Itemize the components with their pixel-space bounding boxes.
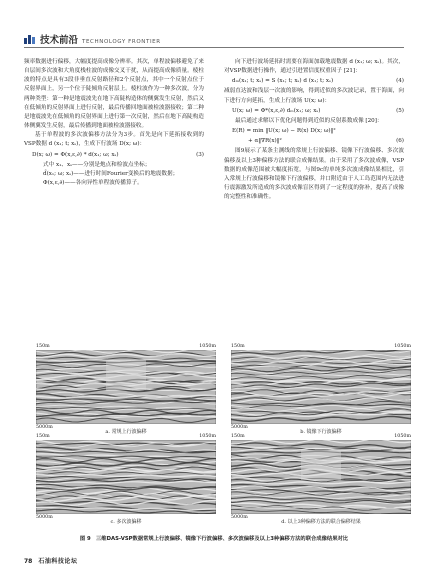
left-paragraph-2: 基于单程波的多次波偏移方法分为3步。首先是向下延拓接收到的VSP数据 d (x₁; t; xₛ)，生成下行波场 D(x; ω)：: [24, 132, 204, 148]
equation-6a: [224, 127, 404, 136]
header-rule: [24, 47, 404, 48]
equation-5: [224, 107, 404, 116]
panel-c-bottom-left-label: 5000m: [36, 515, 53, 520]
left-paragraph-1: 频率数据进行偏移，大幅度提高成像分辨率。其次，单程波偏移避免了来自层间多次波和大角度栈柱波的成像交叉干扰，从而提高成像质量。棱柱波的特点是具有3段非垂直反射路径和2个反射点，其中一个反射点位于反射界面上，另一个位于陡倾角反射层上。棱柱波作为一种多次波，分为两种类型：第一种是地震波先在地下高陡构造体的侧翼发生反射，然后又在低倾角的反射界面上进行反射，最后传播回地面被检波器接收；第二种是地震波先在低倾角的反射界面上进行第一次反射，然后在地下高陡构造体侧翼发生反射，最后传播到地面被检波器接收。: [24, 59, 204, 130]
panel-a-top-left-label: 150m: [36, 344, 50, 349]
equation-3-body: D(x; ω) = Φ(x,ε,∂) * d(x₁; ω; xₛ): [32, 151, 119, 158]
page-header: [0, 0, 427, 52]
figure-9: [24, 344, 411, 536]
equation-4: [224, 77, 404, 86]
term-def-1: d̃(x₁; ω; xₛ)——进行时间Fourier变换后的地震数据；: [43, 170, 179, 177]
figure-caption: 图 9 三维DAS-VSP数据常规上行波偏移、镜像下行波偏移、多次波偏移及以上3种偏移方法的联合成像结果对比: [79, 536, 349, 542]
panel-c-seismic-image: [36, 440, 216, 514]
right-paragraph-2: 减弱直达波和浅层一次波的影响，得到近似的多次波记录，置于海面，向下进行方向延拓，生成上行波场 U(x; ω)：: [224, 88, 404, 104]
figure-panel-c: [36, 434, 216, 520]
panel-b-bottom-left-label: 5000m: [231, 425, 248, 430]
panel-d-seismic-image: [231, 440, 411, 514]
section-title-cn: 技术前沿: [40, 35, 79, 46]
equation-3-number: (3): [196, 151, 204, 158]
page-footer: [24, 556, 77, 565]
panel-c-top-left-label: 150m: [36, 434, 50, 439]
equation-4-number: (4): [396, 78, 404, 85]
equation-4-body: dₘ(x₁; t; xₛ) = S (x₁; t; xₛ) d (x₁; t; xₛ): [232, 78, 334, 85]
section-title-en: TECHNOLOGY FRONTIER: [82, 39, 161, 45]
figure-panel-d: [231, 434, 411, 520]
equation-3: [24, 151, 204, 160]
panel-d-top-right-label: 1050m: [394, 434, 411, 439]
panel-b-top-left-label: 150m: [231, 344, 245, 349]
equation-5-body: U(x; ω) = Φ*(x,ε,∂) dₘ(x₁; ω; xₛ): [232, 107, 321, 114]
equation-6a-body: E(R) = min ‖U(x; ω) − R(x) D(x; ω)‖²: [232, 128, 336, 135]
page-number: 78: [24, 558, 33, 565]
panel-c-top-right-label: 1050m: [199, 434, 216, 439]
figure-panel-b: [231, 344, 411, 430]
equation-6b: [224, 137, 404, 146]
panel-b-top-right-label: 1050m: [394, 344, 411, 349]
term-where: 式中 x₁、xₛ——分别是炮点和检波点坐标；: [43, 161, 151, 168]
equation-5-number: (5): [396, 107, 404, 114]
section-title: [40, 32, 161, 46]
panel-b-seismic-image: [231, 350, 411, 424]
journal-name: 石油科技论坛: [38, 558, 78, 565]
right-paragraph-3: 最后通过求解以下优化问题得到近似的反射系数成像 [20]：: [235, 117, 383, 124]
right-column: [224, 58, 404, 202]
panel-d-caption: d. 以上3种偏移方法的联合偏移结果: [281, 519, 361, 525]
panel-a-caption: a. 常规上行波偏移: [105, 429, 147, 435]
equation-6b-body: + α‖∇R(x)‖²: [248, 138, 282, 145]
panel-a-top-right-label: 1050m: [199, 344, 216, 349]
panel-d-bottom-left-label: 5000m: [231, 515, 248, 520]
equation-6-number: (6): [396, 138, 404, 145]
panel-c-caption: c. 多次波偏移: [110, 519, 142, 525]
left-column: [24, 58, 204, 188]
panel-d-top-left-label: 150m: [231, 434, 245, 439]
term-def-2: Φ(x,ε,∂)——各向异性单程波传播算子。: [43, 180, 143, 187]
panel-a-seismic-image: [36, 350, 216, 424]
panel-a-bottom-left-label: 5000m: [36, 425, 53, 430]
figure-panel-a: [36, 344, 216, 430]
right-paragraph-1: 向下进行波场延拓时需要在海面加载地震数据 d (x₁; ω; xₛ)。其次，对VSP数据进行操作，通过引进置信度权重因子 [21]：: [224, 59, 404, 75]
right-paragraph-4: 图9展示了某条主测线的常规上行波偏移、镜像下行波偏移、多次波偏移及以上3种偏移方法的联合成像结果。由于采用了多次波成像，VSP数据的成像范围被大幅度拓宽，与图9c的单纯多次波成像结果相比，引入常规上行波偏移和镜像下行波偏移，并口附近由于人工岛范围内无法进行震源激发所造成的多次波成像盲区得到了一定程度的弥补，提高了成像的完整性和准确性。: [224, 148, 404, 201]
section-logo-icon: [24, 34, 36, 44]
panel-b-caption: b. 镜像下行波偏移: [300, 429, 342, 435]
